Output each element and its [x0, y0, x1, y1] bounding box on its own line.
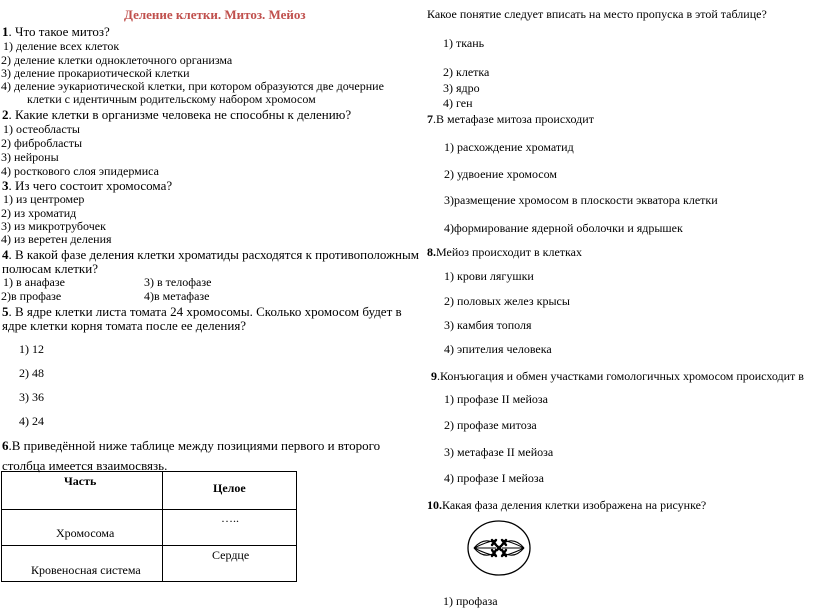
answer-option: 1) 12: [19, 342, 44, 356]
table-cell: Хромосома: [2, 510, 163, 546]
question-text: 4. В какой фазе деления клетки хроматиды расходятся к противоположным: [2, 247, 419, 262]
answer-option: 4) эпителия человека: [444, 342, 552, 356]
answer-option: 1) профаза: [443, 594, 498, 608]
answer-option: 3) ядро: [443, 81, 480, 95]
answer-option: 4) ген: [443, 96, 473, 110]
question-text: 5. В ядре клетки листа томата 24 хромосомы. Сколько хромосом будет в: [2, 304, 402, 319]
table-header-cell: Часть: [2, 472, 163, 510]
answer-option: 1) ткань: [443, 36, 485, 50]
answer-option: 1) профазе II мейоза: [444, 392, 548, 406]
answer-option: 2) профазе митоза: [444, 418, 537, 432]
answer-option: 2) удвоение хромосом: [444, 167, 557, 181]
table-cell: Кровеносная система: [2, 546, 163, 582]
question-text: 8.Мейоз происходит в клетках: [427, 245, 583, 259]
question-text: 2. Какие клетки в организме человека не способны к делению?: [2, 107, 352, 122]
answer-option: 3) нейроны: [1, 150, 59, 164]
question-text: 10.Какая фаза деления клетки изображена на рисунке?: [427, 498, 707, 512]
answer-option: 1) крови лягушки: [444, 269, 534, 283]
answer-option: 4) деление эукариотической клетки, при котором образуются две дочерние: [1, 79, 384, 93]
table-header-cell: Целое: [163, 472, 297, 510]
relation-table: [1, 471, 297, 582]
answer-option: 1) остеобласты: [3, 122, 80, 136]
answer-option: 4) 24: [19, 414, 44, 428]
answer-option: 2) из хроматид: [1, 206, 77, 220]
question-text: 1. Что такое митоз?: [2, 24, 110, 39]
answer-option: 2)в профазе: [1, 289, 62, 303]
answer-option: 2) клетка: [443, 65, 490, 79]
question-text: 9.Конъюгация и обмен участками гомологичных хромосом происходит в: [431, 369, 804, 383]
question-text-cont: полюсам клетки?: [2, 261, 98, 276]
answer-option: 1) расхождение хроматид: [444, 140, 574, 154]
answer-option: 2) 48: [19, 366, 44, 380]
answer-option: 1) деление всех клеток: [3, 39, 120, 53]
answer-option: 3) камбия тополя: [444, 318, 532, 332]
answer-option: 4) из веретен деления: [1, 232, 112, 246]
cell-division-figure: [466, 518, 532, 578]
answer-option: 3) метафазе II мейоза: [444, 445, 554, 459]
answer-option: 3) деление прокариотической клетки: [1, 66, 190, 80]
table-cell: …..: [163, 510, 297, 546]
answer-option-cont: клетки с идентичным родительскому набором хромосом: [27, 92, 316, 106]
answer-option: 4) профазе I мейоза: [444, 471, 544, 485]
answer-option: 3) из микротрубочек: [1, 219, 106, 233]
answer-option: 2) фибробласты: [1, 136, 83, 150]
answer-option: 4)в метафазе: [144, 289, 210, 303]
answer-option: 3) в телофазе: [144, 275, 212, 289]
page-title: Деление клетки. Митоз. Мейоз: [124, 7, 306, 22]
answer-option: 1) из центромер: [3, 192, 85, 206]
question-text: Какое понятие следует вписать на место пропуска в этой таблице?: [427, 7, 767, 21]
answer-option: 2) деление клетки одноклеточного организма: [1, 53, 233, 67]
question-text-cont: столбца имеется взаимосвязь.: [2, 458, 168, 473]
answer-option: 4) росткового слоя эпидермиса: [1, 164, 159, 178]
question-text: 6.В приведённой ниже таблице между позициями первого и второго: [2, 438, 381, 453]
answer-option: 3) 36: [19, 390, 44, 404]
answer-option: 2) половых желез крысы: [444, 294, 570, 308]
answer-option: 3)размещение хромосом в плоскости экватора клетки: [444, 193, 718, 207]
answer-option: 1) в анафазе: [3, 275, 65, 289]
question-text: 7.В метафазе митоза происходит: [427, 112, 594, 126]
table-cell: Сердце: [163, 546, 297, 582]
question-text: 3. Из чего состоит хромосома?: [2, 178, 173, 193]
answer-option: 4)формирование ядерной оболочки и ядрышек: [444, 221, 683, 235]
question-text-cont: ядре клетки корня томата после ее деления?: [2, 318, 247, 333]
